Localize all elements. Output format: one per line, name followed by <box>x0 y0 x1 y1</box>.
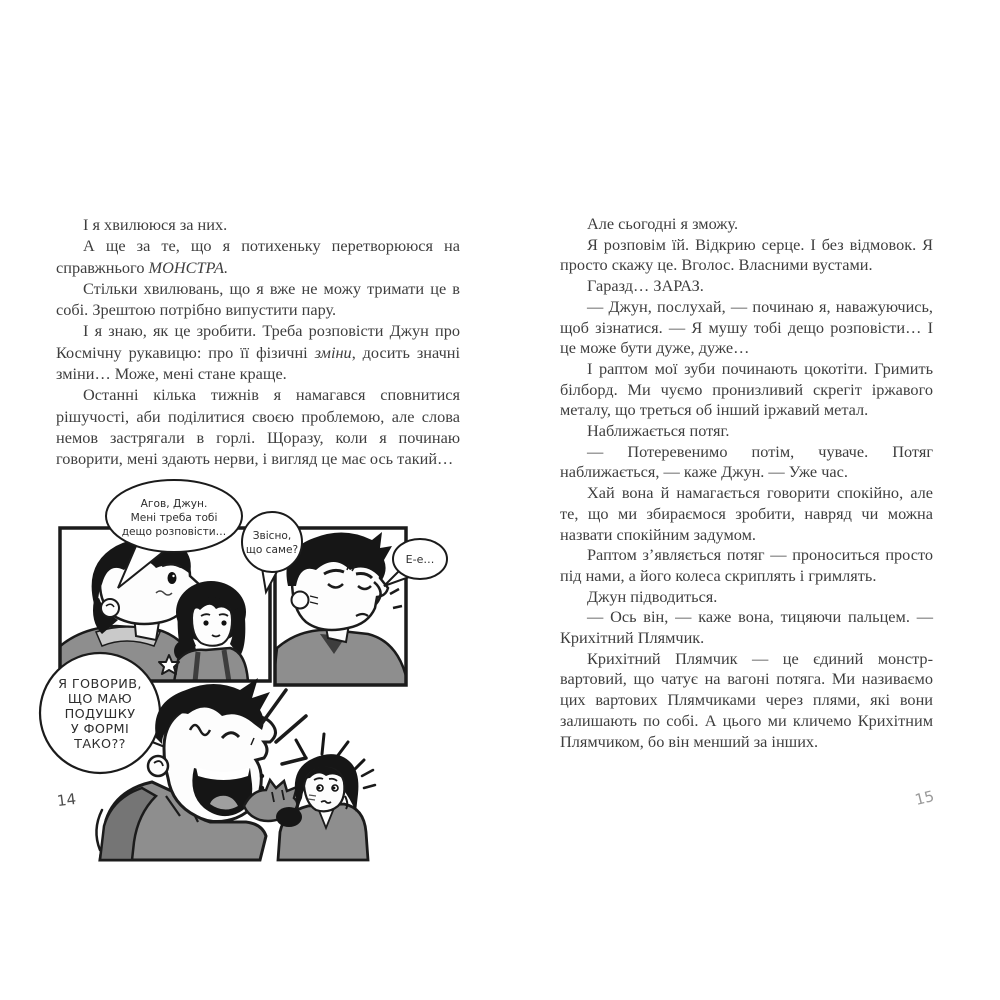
right-text-column <box>560 214 933 752</box>
paragraph: І я хвилююся за них. <box>83 215 228 234</box>
shouting-man-ear <box>148 756 168 776</box>
paragraph-text: А ще за те, що я потихеньку перетворююся на справжнього <box>56 236 460 277</box>
bubble-1-line-2: Мені треба тобі <box>130 512 218 524</box>
bubble-2-line-2: що саме? <box>245 544 299 556</box>
paragraph: Останні кілька тижнів я намагався сповнитися рішучості, аби поділитися своєю проблемою, але слова немов застрягали в горлі. Щоразу, коли я починаю говорити, мені здають нерви, і вигляд це має ось такий… <box>56 385 460 469</box>
paragraph: Стільки хвилювань, що я вже не можу тримати це в собі. Зрештою потрібно випустити пару. <box>56 278 460 320</box>
paragraph: — Потеревенимо потім, чуваче. Потяг наближається, — каже Джун. — Уже час. <box>560 441 933 482</box>
paragraph: Наближається потяг. <box>587 421 730 441</box>
paragraph: Я розповім їй. Відкрию серце. І без відмовок. Я просто скажу це. Вголос. Власними вустами. <box>560 234 933 275</box>
page-number-left: 14 <box>55 789 78 811</box>
page-number-right: 15 <box>913 786 936 810</box>
paragraph <box>56 320 460 384</box>
bubble-4-line-2: ЩО МАЮ <box>67 692 133 707</box>
paragraph: І раптом мої зуби починають цокотіти. Гримить білборд. Ми чуємо пронизливий скрегіт іржавого металу, що треться об інший іржавий метал. <box>560 358 933 420</box>
paragraph-text: І я знаю, як це зробити. Треба розповісти Джун про Космічну рукавицю: про її фізичні <box>56 321 460 362</box>
boy-ear <box>101 599 119 617</box>
worried-boy-ear <box>292 592 309 609</box>
bubble-2-line-1: Звісно, <box>252 530 292 542</box>
paragraph-text: , досить значні зміни… Може, мені стане краще. <box>56 342 460 384</box>
girl-body <box>174 648 248 682</box>
paragraph: — Ось він, — каже вона, тицяючи пальцем. — Крихітний Плямчик. <box>560 607 933 648</box>
comic-illustration <box>38 476 498 886</box>
left-text-column <box>56 214 460 470</box>
paragraph: Крихітний Плямчик — це єдиний монстр-вартовий, що чатує на вагоні потяга. Ми називаємо цих вартових Плямчиками через плями, які вони залишають по собі. А цього ми кличемо Крихітним Плямчиком, бо він менший за інших. <box>560 648 933 751</box>
bubble-body <box>242 512 302 572</box>
paragraph: Гаразд… ЗАРАЗ. <box>587 276 704 296</box>
paragraph: Але сьогодні я зможу. <box>587 214 739 233</box>
paragraph: — Джун, послухай, — починаю я, наважуючись, щоб зізнатися. — Я мушу тобі дещо розповісти… І це може бути дуже, дуже… <box>560 296 933 358</box>
bubble-4-line-1: Я ГОВОРИВ, <box>58 677 142 692</box>
paragraph <box>56 235 460 278</box>
bubble-1-line-1: Агов, Джун. <box>140 498 208 510</box>
paragraph-italic-text: зміни <box>314 342 352 362</box>
bubble-3-line-1: Е-е… <box>405 553 435 566</box>
paragraph: Джун підводиться. <box>587 586 718 606</box>
bubble-4-line-5: ТАКО?? <box>74 737 126 752</box>
paragraph: Хай вона й намагається говорити спокійно, але те, що ми збираємося зробити, навряд чи можна назвати спокійним задумом. <box>560 483 933 544</box>
startle-emphasis-marks <box>362 770 375 788</box>
bubble-4-line-3: ПОДУШКУ <box>64 707 136 722</box>
paragraph-italic-text: МОНСТРА. <box>148 257 229 277</box>
paragraph: Раптом з’являється потяг — проноситься просто під нами, а його колеса скриплять і гримлять. <box>560 545 933 585</box>
bubble-4-line-4: У ФОРМІ <box>70 722 130 737</box>
bubble-1-line-3: дещо розповісти… <box>121 526 227 538</box>
